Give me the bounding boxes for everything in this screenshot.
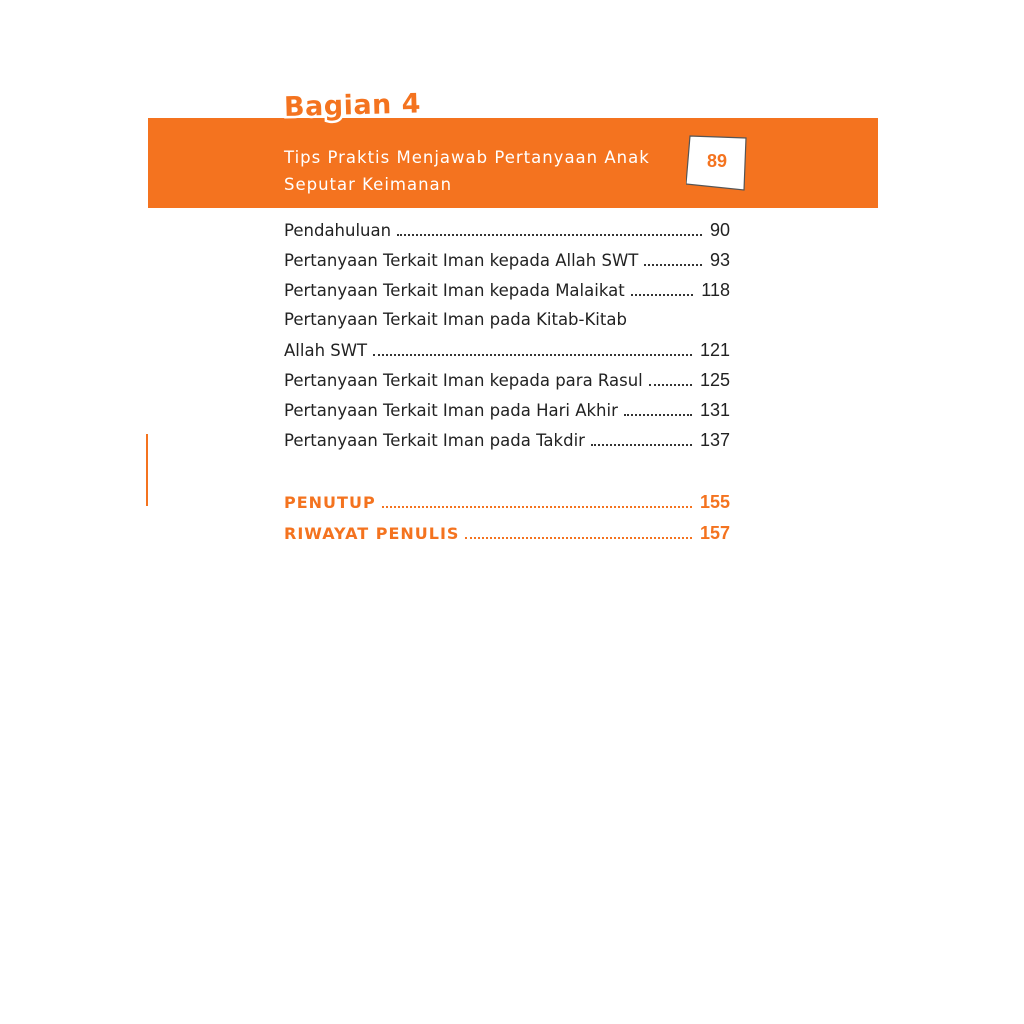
section-label: Bagian 4 (283, 88, 422, 123)
toc-entry[interactable] (284, 220, 730, 250)
back-matter-label: PENUTUP (284, 493, 376, 512)
toc-entry[interactable] (284, 400, 730, 430)
dot-leader (591, 444, 692, 446)
toc-entry[interactable] (284, 280, 730, 310)
toc-entry-label: Pertanyaan Terkait Iman kepada Malaikat (284, 281, 625, 300)
dot-leader (631, 294, 694, 296)
dot-leader (465, 537, 692, 539)
toc-entry[interactable] (284, 340, 730, 370)
margin-rule (146, 434, 148, 506)
toc-entry[interactable] (284, 250, 730, 280)
section-title-line-2: Seputar Keimanan (284, 175, 453, 194)
toc-entry-label: Pendahuluan (284, 221, 392, 240)
toc-entry-label: Pertanyaan Terkait Iman kepada Allah SWT (284, 251, 639, 270)
toc-entry-page: 93 (709, 250, 730, 270)
back-matter-entry-riwayat-penulis[interactable] (284, 523, 730, 554)
back-matter-entry-penutup[interactable] (284, 492, 730, 523)
toc-entry-label: Pertanyaan Terkait Iman pada Hari Akhir (284, 401, 618, 420)
section-start-page: 89 (706, 151, 728, 171)
toc-entry-label: Pertanyaan Terkait Iman pada Takdir (284, 431, 585, 450)
dot-leader (373, 354, 692, 356)
table-of-contents (284, 220, 730, 460)
back-matter-page: 155 (699, 492, 730, 512)
toc-entry[interactable] (284, 430, 730, 460)
toc-entry-page: 121 (699, 340, 730, 360)
toc-entry-page: 137 (699, 430, 730, 450)
toc-entry-label: Pertanyaan Terkait Iman kepada para Rasul (284, 371, 643, 390)
dot-leader (624, 414, 692, 416)
page-number-badge (686, 134, 748, 192)
toc-entry-label: Allah SWT (284, 341, 368, 360)
toc-entry-page: 118 (701, 280, 730, 300)
dot-leader (644, 264, 702, 266)
back-matter-page: 157 (699, 523, 730, 543)
dot-leader (649, 384, 692, 386)
back-matter-label: RIWAYAT PENULIS (284, 524, 460, 543)
toc-entry[interactable] (284, 370, 730, 400)
toc-entry-page: 131 (699, 400, 730, 420)
dot-leader (382, 506, 692, 508)
dot-leader (397, 234, 702, 236)
section-title (284, 144, 674, 198)
toc-entry-label-line-1: Pertanyaan Terkait Iman pada Kitab-Kitab (284, 310, 627, 329)
toc-entry-page: 125 (699, 370, 730, 390)
toc-entry-page: 90 (709, 220, 730, 240)
section-title-line-1: Tips Praktis Menjawab Pertanyaan Anak (284, 148, 650, 167)
back-matter (284, 492, 730, 554)
